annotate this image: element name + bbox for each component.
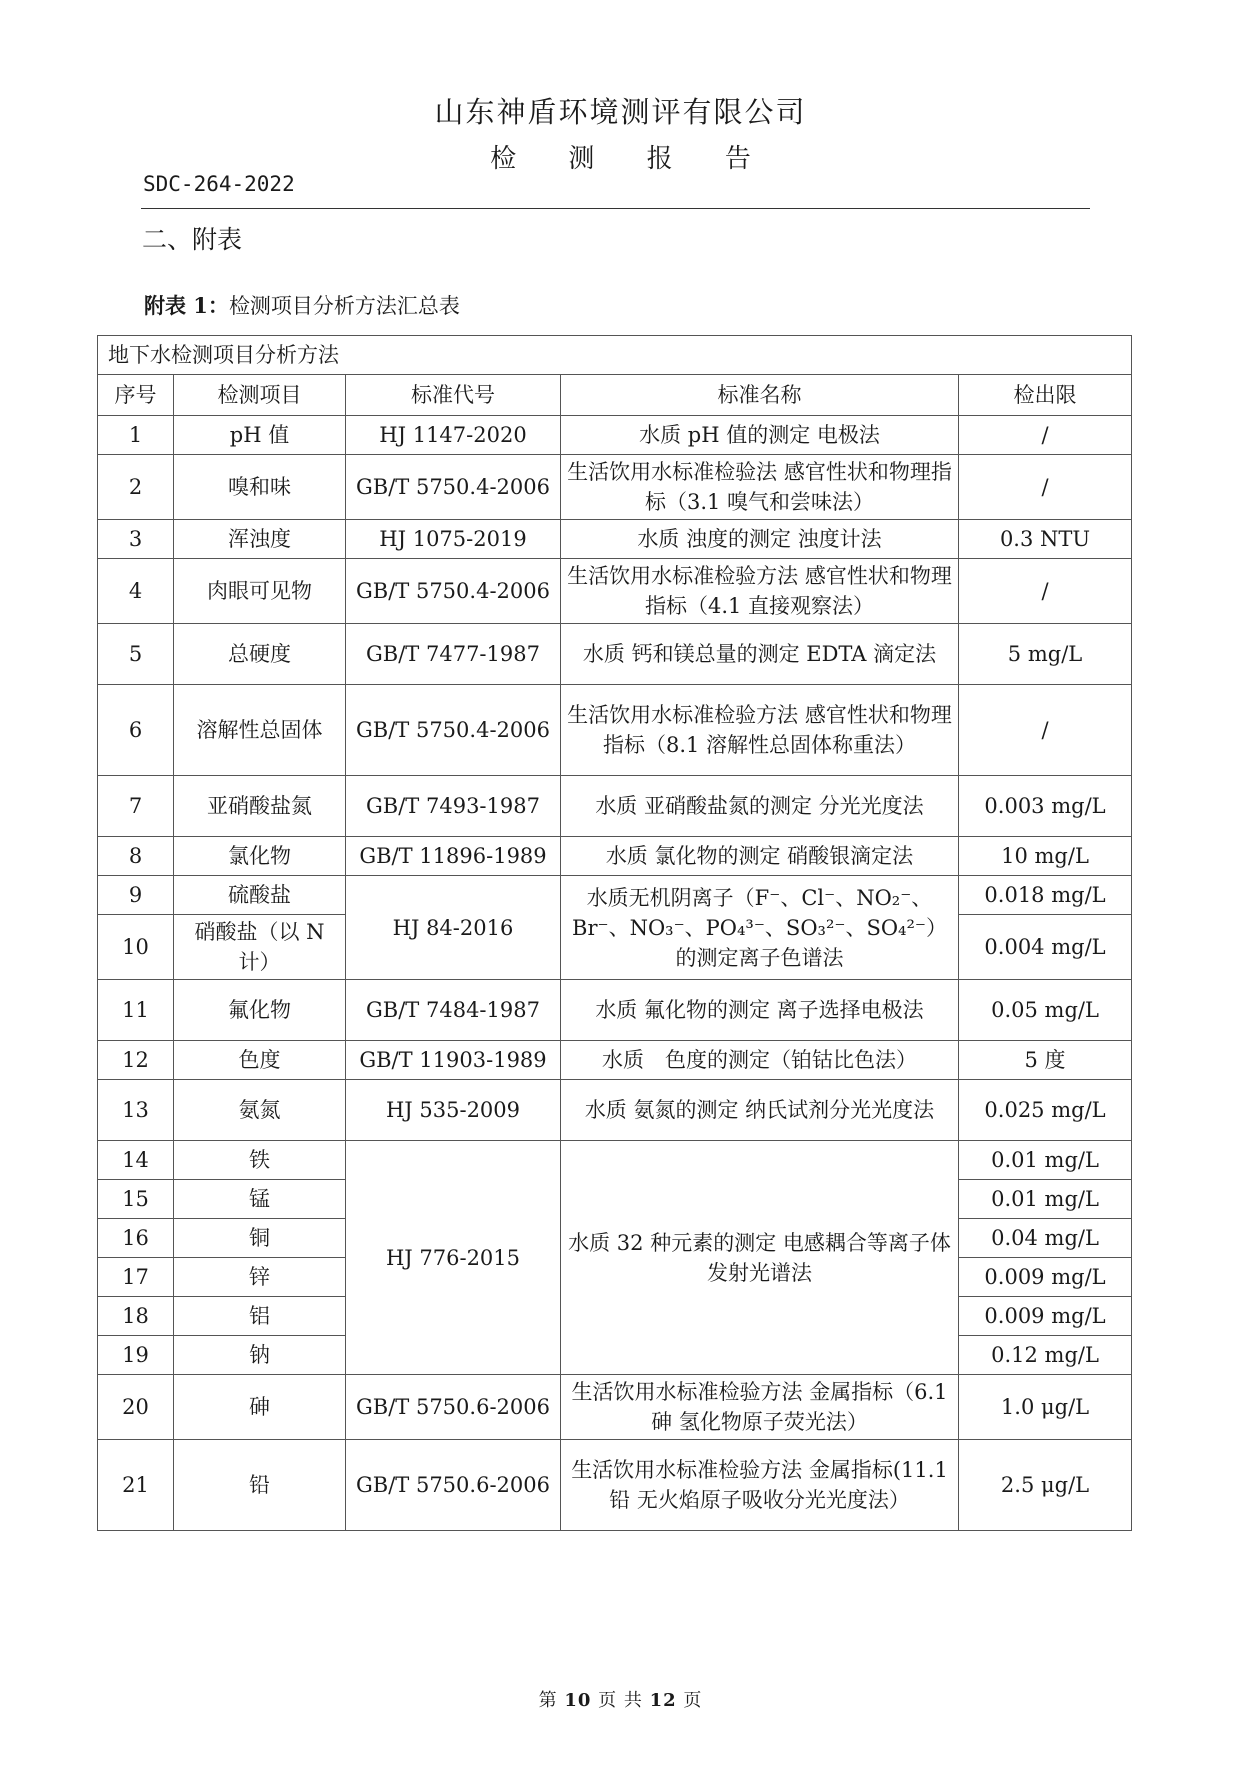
row-code: GB/T 11896-1989 [346, 837, 561, 876]
row-limit: 0.01 mg/L [959, 1141, 1132, 1180]
table-row [98, 1041, 1132, 1080]
table-row [98, 455, 1132, 520]
row-item: 溶解性总固体 [174, 685, 346, 776]
row-no: 11 [98, 980, 174, 1041]
row-name: 生活饮用水标准检验方法 金属指标(11.1 铅 无火焰原子吸收分光光度法） [561, 1440, 959, 1531]
row-limit: 0.004 mg/L [959, 915, 1132, 980]
row-item: 锌 [174, 1258, 346, 1297]
table-row [98, 1141, 1132, 1180]
page-footer [0, 1686, 1241, 1712]
caption-title: 检测项目分析方法汇总表 [228, 294, 460, 318]
row-limit: 0.01 mg/L [959, 1180, 1132, 1219]
row-no: 10 [98, 915, 174, 980]
row-limit: 10 mg/L [959, 837, 1132, 876]
row-item: 浑浊度 [174, 520, 346, 559]
row-no: 15 [98, 1180, 174, 1219]
row-item: 氯化物 [174, 837, 346, 876]
row-limit: / [959, 416, 1132, 455]
row-no: 5 [98, 624, 174, 685]
row-item: 铁 [174, 1141, 346, 1180]
row-no: 12 [98, 1041, 174, 1080]
footer-page-number: 10 [564, 1690, 592, 1711]
document-number: SDC-264-2022 [143, 172, 295, 196]
report-subtitle: 检 测 报 告 [490, 144, 773, 174]
table-header-row [98, 375, 1132, 416]
row-item: 总硬度 [174, 624, 346, 685]
table-row [98, 416, 1132, 455]
row-limit: 2.5 μg/L [959, 1440, 1132, 1531]
merged-metals-code: HJ 776-2015 [346, 1141, 561, 1375]
table-row [98, 776, 1132, 837]
row-code: GB/T 5750.6-2006 [346, 1375, 561, 1440]
row-item: 铝 [174, 1297, 346, 1336]
row-code: GB/T 7477-1987 [346, 624, 561, 685]
row-code: GB/T 11903-1989 [346, 1041, 561, 1080]
col-header-no: 序号 [98, 375, 174, 416]
col-header-limit: 检出限 [959, 375, 1132, 416]
row-name: 水质 pH 值的测定 电极法 [561, 416, 959, 455]
footer-prefix: 第 [538, 1690, 558, 1711]
row-limit: 5 度 [959, 1041, 1132, 1080]
row-name: 生活饮用水标准检验方法 感官性状和物理指标（4.1 直接观察法） [561, 559, 959, 624]
row-limit: 0.009 mg/L [959, 1258, 1132, 1297]
row-item: 肉眼可见物 [174, 559, 346, 624]
row-no: 6 [98, 685, 174, 776]
row-no: 3 [98, 520, 174, 559]
row-name: 水质 色度的测定（铂钴比色法） [561, 1041, 959, 1080]
row-limit: 1.0 μg/L [959, 1375, 1132, 1440]
table-row [98, 1080, 1132, 1141]
row-item: 硫酸盐 [174, 876, 346, 915]
row-limit: 0.3 NTU [959, 520, 1132, 559]
row-item: 锰 [174, 1180, 346, 1219]
row-item: 铜 [174, 1219, 346, 1258]
row-code: HJ 535-2009 [346, 1080, 561, 1141]
table-caption [144, 290, 460, 320]
section-title: 二、附表 [142, 225, 243, 254]
table-row [98, 520, 1132, 559]
row-item: 亚硝酸盐氮 [174, 776, 346, 837]
row-code: HJ 1075-2019 [346, 520, 561, 559]
row-name: 水质 浊度的测定 浊度计法 [561, 520, 959, 559]
merged-metals-name: 水质 32 种元素的测定 电感耦合等离子体发射光谱法 [561, 1141, 959, 1375]
row-code: GB/T 5750.4-2006 [346, 559, 561, 624]
row-item: pH 值 [174, 416, 346, 455]
row-limit: 0.003 mg/L [959, 776, 1132, 837]
col-header-name: 标准名称 [561, 375, 959, 416]
table-row [98, 876, 1132, 915]
merged-ion-code: HJ 84-2016 [346, 876, 561, 980]
table-row [98, 624, 1132, 685]
row-no: 16 [98, 1219, 174, 1258]
row-item: 氟化物 [174, 980, 346, 1041]
row-limit: 0.025 mg/L [959, 1080, 1132, 1141]
row-no: 13 [98, 1080, 174, 1141]
table-row [98, 980, 1132, 1041]
row-limit: / [959, 455, 1132, 520]
footer-suffix: 页 [683, 1690, 703, 1711]
col-header-code: 标准代号 [346, 375, 561, 416]
row-name: 生活饮用水标准检验方法 感官性状和物理指标（8.1 溶解性总固体称重法） [561, 685, 959, 776]
row-code: HJ 1147-2020 [346, 416, 561, 455]
row-limit: 0.009 mg/L [959, 1297, 1132, 1336]
table-row [98, 685, 1132, 776]
row-item: 硝酸盐（以 N 计） [174, 915, 346, 980]
row-no: 19 [98, 1336, 174, 1375]
row-code: GB/T 5750.4-2006 [346, 685, 561, 776]
row-item: 砷 [174, 1375, 346, 1440]
row-no: 8 [98, 837, 174, 876]
row-no: 2 [98, 455, 174, 520]
row-item: 色度 [174, 1041, 346, 1080]
row-limit: / [959, 559, 1132, 624]
table-row [98, 837, 1132, 876]
row-code: GB/T 7484-1987 [346, 980, 561, 1041]
row-no: 20 [98, 1375, 174, 1440]
row-limit: 5 mg/L [959, 624, 1132, 685]
methods-table [97, 335, 1132, 1531]
row-code: GB/T 5750.6-2006 [346, 1440, 561, 1531]
header-rule [141, 208, 1090, 209]
row-no: 4 [98, 559, 174, 624]
row-no: 17 [98, 1258, 174, 1297]
row-name: 生活饮用水标准检验方法 金属指标（6.1 砷 氢化物原子荧光法） [561, 1375, 959, 1440]
row-no: 14 [98, 1141, 174, 1180]
table-banner: 地下水检测项目分析方法 [98, 336, 1132, 375]
row-no: 9 [98, 876, 174, 915]
row-name: 生活饮用水标准检验法 感官性状和物理指标（3.1 嗅气和尝味法） [561, 455, 959, 520]
row-name: 水质 氨氮的测定 纳氏试剂分光光度法 [561, 1080, 959, 1141]
row-limit: / [959, 685, 1132, 776]
row-no: 7 [98, 776, 174, 837]
table-banner-row [98, 336, 1132, 375]
company-name: 山东神盾环境测评有限公司 [434, 95, 807, 129]
row-no: 18 [98, 1297, 174, 1336]
table-row [98, 559, 1132, 624]
footer-mid: 页 共 [598, 1690, 643, 1711]
table-row [98, 1375, 1132, 1440]
row-limit: 0.12 mg/L [959, 1336, 1132, 1375]
row-name: 水质 氯化物的测定 硝酸银滴定法 [561, 837, 959, 876]
merged-ion-name: 水质无机阴离子（F⁻、Cl⁻、NO₂⁻、Br⁻、NO₃⁻、PO₄³⁻、SO₃²⁻、SO₄²⁻）的测定离子色谱法 [561, 876, 959, 980]
row-name: 水质 亚硝酸盐氮的测定 分光光度法 [561, 776, 959, 837]
row-code: GB/T 5750.4-2006 [346, 455, 561, 520]
row-no: 1 [98, 416, 174, 455]
row-limit: 0.05 mg/L [959, 980, 1132, 1041]
row-code: GB/T 7493-1987 [346, 776, 561, 837]
row-item: 钠 [174, 1336, 346, 1375]
row-name: 水质 钙和镁总量的测定 EDTA 滴定法 [561, 624, 959, 685]
row-item: 嗅和味 [174, 455, 346, 520]
row-limit: 0.04 mg/L [959, 1219, 1132, 1258]
row-name: 水质 氟化物的测定 离子选择电极法 [561, 980, 959, 1041]
table-row [98, 1440, 1132, 1531]
footer-total-pages: 12 [649, 1690, 677, 1711]
row-item: 铅 [174, 1440, 346, 1531]
row-limit: 0.018 mg/L [959, 876, 1132, 915]
row-item: 氨氮 [174, 1080, 346, 1141]
col-header-item: 检测项目 [174, 375, 346, 416]
row-no: 21 [98, 1440, 174, 1531]
caption-label: 附表 1： [144, 293, 229, 318]
